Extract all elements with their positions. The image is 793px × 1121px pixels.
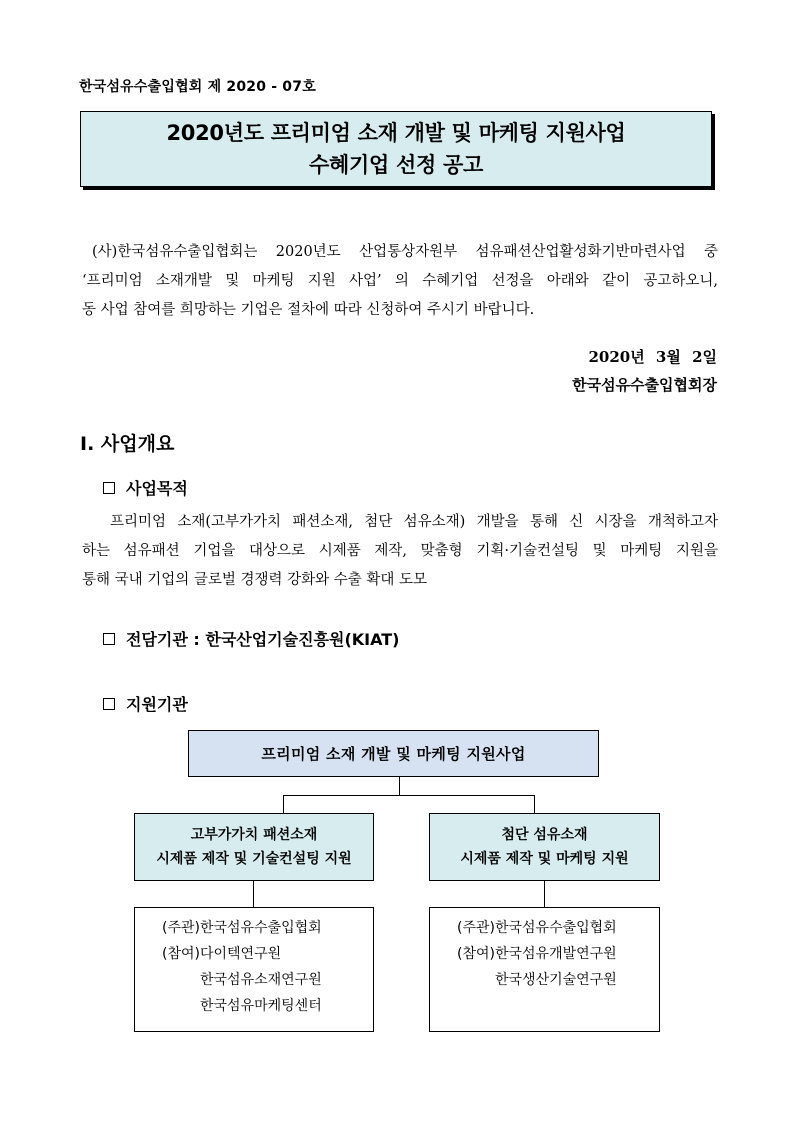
checkbox-square-icon [103,633,115,645]
member-item: (주관)한국섬유수출입협회 [457,920,617,936]
member-item: 한국섬유마케팅센터 [200,998,322,1014]
issuer-signature: 한국섬유수출입협회장 [572,376,717,394]
org-chart-right-category-box [429,813,660,881]
subheading-agency-label: 전담기관 : 한국산업기술진흥원(KIAT) [126,630,400,649]
connector-line [253,881,254,907]
right-category-line-2: 시제품 제작 및 마케팅 지원 [460,851,629,867]
purpose-paragraph [82,508,718,595]
intro-paragraph [82,238,718,325]
connector-line [544,881,545,907]
subheading-purpose-label: 사업목적 [126,479,188,498]
member-item: 한국섬유소재연구원 [200,972,322,988]
connector-line [283,795,535,796]
checkbox-square-icon [103,698,115,710]
connector-line [534,795,535,813]
purpose-line-2: 하는 섬유패션 기업을 대상으로 시제품 제작, 맞춤형 기획·기술컨설팅 및 마케팅 지원을 [82,543,718,559]
intro-line-2: ‘프리미엄 소재개발 및 마케팅 지원 사업’ 의 수혜기업 선정을 아래와 같이 공고하오니, [82,273,718,289]
org-chart-top-box: 프리미엄 소재 개발 및 마케팅 지원사업 [188,730,599,777]
connector-line [283,795,284,813]
subheading-purpose [103,476,188,499]
member-item: 한국생산기술연구원 [495,972,617,988]
org-chart-left-category-box [134,813,374,881]
left-category-line-1: 고부가가치 패션소재 [190,827,318,843]
announcement-date: 2020년 3월 2일 [588,348,717,366]
org-chart-left-members-box [134,907,374,1032]
org-chart-right-members-box [429,907,660,1032]
checkbox-square-icon [103,482,115,494]
title-line-2: 수혜기업 선정 공고 [309,153,483,177]
document-number: 한국섬유수출입협회 제 2020 - 07호 [79,79,316,95]
member-item: (참여)다이텍연구원 [162,946,282,962]
member-item: (참여)한국섬유개발연구원 [457,946,617,962]
section-heading-overview: Ⅰ. 사업개요 [80,433,175,455]
purpose-line-3: 통해 국내 기업의 글로벌 경쟁력 강화와 수출 확대 도모 [82,572,428,588]
purpose-line-1: 프리미엄 소재(고부가가치 패션소재, 첨단 섬유소재) 개발을 통해 신 시장을 개척하고자 [110,514,718,530]
connector-line [399,777,400,795]
subheading-support [103,692,188,715]
intro-line-1: (사)한국섬유수출입협회는 2020년도 산업통상자원부 섬유패션산업활성화기반마련사업 중 [92,244,718,260]
subheading-agency [103,627,400,650]
right-category-line-1: 첨단 섬유소재 [501,827,588,843]
title-line-1: 2020년도 프리미엄 소재 개발 및 마케팅 지원사업 [166,121,626,145]
left-category-line-2: 시제품 제작 및 기술컨설팅 지원 [156,851,352,867]
intro-line-3: 동 사업 참여를 희망하는 기업은 절차에 따라 신청하여 주시기 바랍니다. [82,302,535,318]
subheading-support-label: 지원기관 [126,695,188,714]
title-box [80,111,712,187]
member-item: (주관)한국섬유수출입협회 [162,920,322,936]
